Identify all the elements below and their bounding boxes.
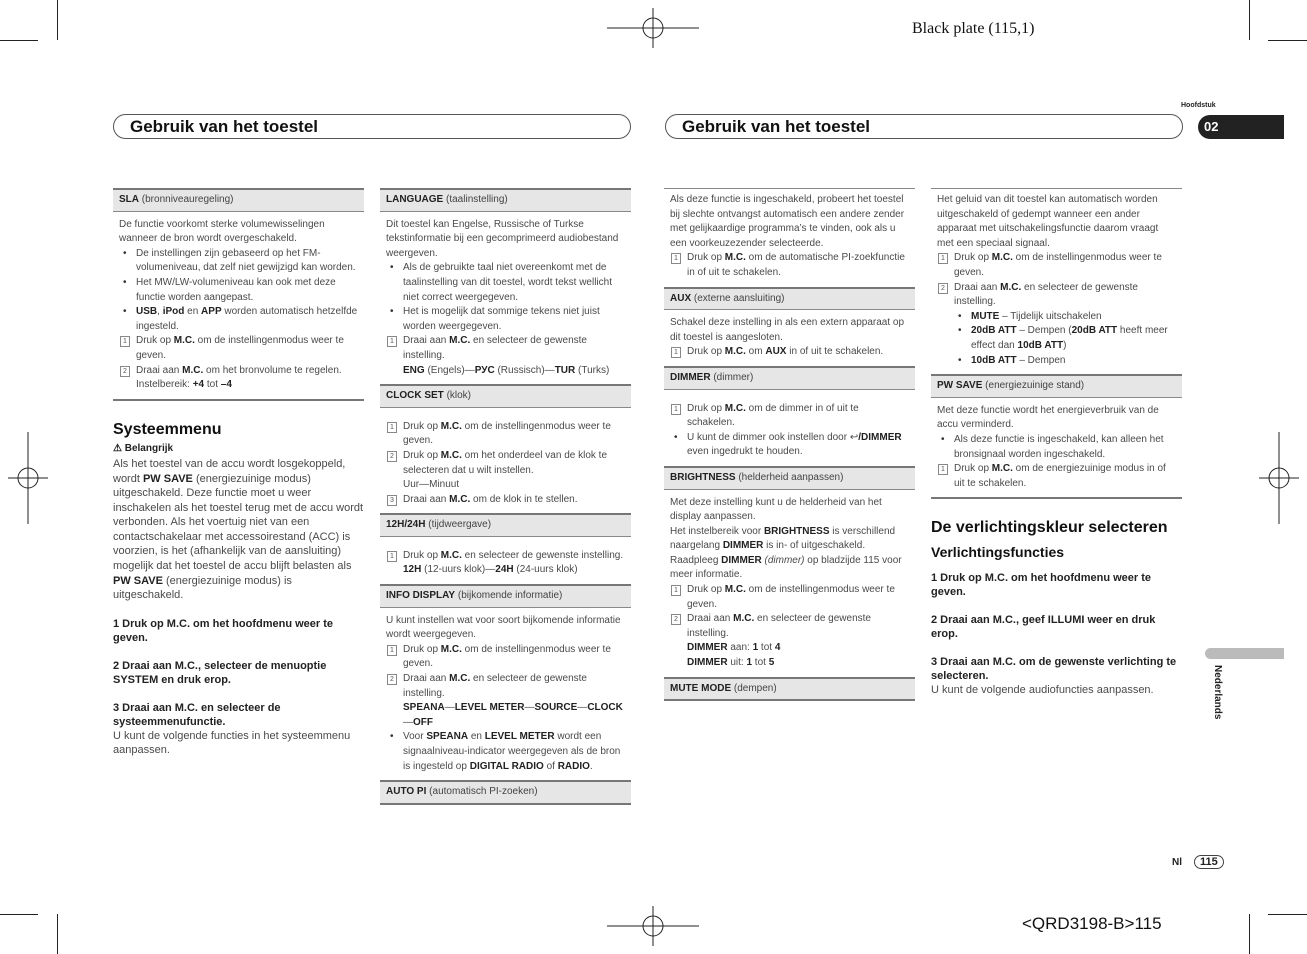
- footer-code: <QRD3198-B>115: [1022, 914, 1162, 933]
- step-item: 3 Draai aan M.C. om de klok in te stellen.: [386, 493, 625, 508]
- step-heading: 3 Draai aan M.C. en selecteer de systeemmenufunctie.: [113, 701, 281, 728]
- list-item: • 10dB ATT – Dempen: [954, 354, 1176, 369]
- important-icon: ⚠: [113, 443, 125, 455]
- table-header-brightness: BRIGHTNESS (helderheid aanpassen): [664, 466, 915, 490]
- column-1: [113, 188, 364, 758]
- table-header-auto-pi: AUTO PI (automatisch PI-zoeken): [380, 780, 631, 805]
- header-right: Gebruik van het toestel: [665, 114, 1183, 139]
- subsection-title: Verlichtingsfuncties: [931, 543, 1065, 560]
- step-item: 1 Druk op M.C. om de energiezuinige modus in of uit te schakelen.: [937, 462, 1176, 491]
- crop-mark: [1249, 914, 1250, 954]
- list-item: • Het MW/LW-volumeniveau kan ook met deze functie worden aangepast.: [119, 276, 358, 305]
- column-4: [931, 188, 1182, 698]
- table-header-info-display: INFO DISPLAY (bijkomende informatie): [380, 584, 631, 608]
- list-item: • 20dB ATT – Dempen (20dB ATT heeft meer effect dan 10dB ATT): [954, 324, 1176, 353]
- step-item: 1 Druk op M.C. om de automatische PI-zoekfunctie in of uit te schakelen.: [670, 251, 909, 280]
- table-body-language: Dit toestel kan Engelse, Russische of Turkse tekstinformatie bij een gecomprimeerd audiobestand weergeven. • Als de gebruikte taal niet overeenkomt met de taalinstelling van dit toestel, wordt tekst wellicht niet correct weergegeven. • Het is mogelijk dat sommige tekens niet juist worden weergegeven. 1 Draai aan M.C. en selecteer de gewenste instelling. ENG (Engels)—РУС (Russisch)—TUR (Turks): [380, 212, 631, 385]
- table-body-clock: [380, 408, 631, 514]
- step-heading: 1 Druk op M.C. om het hoofdmenu weer te geven.: [113, 617, 334, 644]
- list-item: • U kunt de dimmer ook instellen door ↩/DIMMER even ingedrukt te houden.: [670, 431, 909, 460]
- table-body-auto-pi: Als deze functie is ingeschakeld, probeert het toestel bij slechte ontvangst automatisch een andere zender met gelijkaardige programma’s te vinden, ook als u een voorkeuzezender selecteerde. 1 Druk op M.C. om de automatische PI-zoekfunctie in of uit te schakelen.: [664, 188, 915, 287]
- registration-mark-bottom: [607, 906, 699, 946]
- table-header-language: LANGUAGE (taalinstelling): [380, 188, 631, 212]
- page-num: 115: [1194, 855, 1224, 869]
- table-header-sla: SLA (bronniveauregeling): [113, 188, 364, 212]
- list-item: • Als de gebruikte taal niet overeenkomt met de taalinstelling van dit toestel, wordt tekst wellicht niet correct weergegeven.: [386, 261, 625, 305]
- step-heading: 2 Draai aan M.C., selecteer de menuoptie SYSTEM en druk erop.: [113, 659, 327, 686]
- section-title: Systeemmenu: [113, 420, 222, 438]
- crop-mark: [57, 914, 58, 954]
- step-heading: 3 Draai aan M.C. om de gewenste verlichting te selecteren.: [931, 656, 1177, 683]
- table-body-pw-save: Met deze functie wordt het energieverbruik van de accu verminderd. • Als deze functie is ingeschakeld, kan alleen het bronsignaal worden ingeschakeld. 1 Druk op M.C. om de energiezuinige modus in of uit te schakelen.: [931, 398, 1182, 500]
- important-note-text: Als het toestel van de accu wordt losgekoppeld, wordt PW SAVE (energiezuinige modus) uitgeschakeld. Deze functie moet u weer inschakelen als het toestel terug met de accu wordt verbonden. Als het voertuig niet van een contactschakelaar met accessoirestand (ACC) is voorzien, is het (afhankelijk van de aansluiting) mogelijk dat het toestel de accu blijft belasten als PW SAVE (energiezuinige modus) is uitgeschakeld.: [113, 457, 364, 602]
- table-body-mute-mode: Het geluid van dit toestel kan automatisch worden uitgeschakeld of gedempt wanneer een ander apparaat met uitschakelingsfunctie daarom vraagt met een speciaal signaal. 1 Druk op M.C. om de instellingenmodus weer te geven. 2 Draai aan M.C. en selecteer de gewenste instelling. • MUTE – Tijdelijk uitschakelen • 20dB ATT – Dempen (20dB ATT heeft meer effect dan 10dB ATT) • 10dB ATT – Dempen: [931, 188, 1182, 374]
- table-header-aux: AUX (externe aansluiting): [664, 287, 915, 311]
- step-item: 2 Druk op M.C. om het onderdeel van de klok te selecteren dat u wilt instellen. Uur—Minuut: [386, 449, 625, 493]
- step-item: 1 Druk op M.C. om de instellingenmodus weer te geven.: [386, 643, 625, 672]
- language-label: Nederlands: [1212, 665, 1223, 720]
- table-body-info-display: U kunt instellen wat voor soort bijkomende informatie wordt weergegeven. 1 Druk op M.C. om de instellingenmodus weer te geven. 2 Draai aan M.C. en selecteer de gewenste instelling. SPEANA—LEVEL METER—SOURCE—CLOCK —OFF • Voor SPEANA en LEVEL METER wordt een signaalniveau-indicator weergegeven als de bron is ingesteld op DIGITAL RADIO of RADIO.: [380, 608, 631, 781]
- back-icon: ↩: [849, 431, 859, 443]
- column-3: [664, 188, 915, 701]
- language-tab: [1205, 648, 1284, 659]
- step-heading: 1 Druk op M.C. om het hoofdmenu weer te geven.: [931, 572, 1152, 599]
- crop-mark: [0, 914, 38, 915]
- step-item: 1 Druk op M.C. en selecteer de gewenste instelling.: [386, 549, 625, 564]
- step-item: 1 Druk op M.C. om de instellingenmodus weer te geven.: [119, 334, 358, 363]
- chapter-number: 02: [1198, 115, 1284, 139]
- table-header-dimmer: DIMMER (dimmer): [664, 366, 915, 390]
- step-item: 1 Draai aan M.C. en selecteer de gewenste instelling.: [386, 334, 625, 363]
- crop-mark: [1268, 40, 1307, 41]
- list-item: • Voor SPEANA en LEVEL METER wordt een signaalniveau-indicator weergegeven als de bron is ingesteld op DIGITAL RADIO of RADIO.: [386, 730, 625, 774]
- chapter-label: Hoofdstuk: [1181, 102, 1216, 109]
- crop-mark: [1268, 914, 1307, 915]
- plate-label: Black plate (115,1): [912, 20, 1035, 37]
- paragraph: U kunt de volgende functies in het systeemmenu aanpassen.: [113, 729, 351, 757]
- column-2: [380, 188, 631, 805]
- step-item: 1 Druk op M.C. om de instellingenmodus weer te geven.: [670, 583, 909, 612]
- table-body-aux: Schakel deze instelling in als een extern apparaat op dit toestel is aangesloten. 1 Druk op M.C. om AUX in of uit te schakelen.: [664, 310, 915, 366]
- crop-mark: [0, 40, 38, 41]
- header-left: Gebruik van het toestel: [113, 114, 631, 139]
- step-item: 2 Draai aan M.C. en selecteer de gewenste instelling. • MUTE – Tijdelijk uitschakelen • 20dB ATT – Dempen (20dB ATT heeft meer effect dan 10dB ATT) • 10dB ATT – Dempen: [937, 281, 1176, 369]
- step-item: 2 Draai aan M.C. en selecteer de gewenste instelling.: [386, 672, 625, 701]
- crop-mark: [57, 0, 58, 40]
- registration-mark-top: [607, 8, 699, 48]
- step-item: 1 Druk op M.C. om de instellingenmodus weer te geven.: [386, 420, 625, 449]
- step-item: 2 Draai aan M.C. om het bronvolume te regelen. Instelbereik: +4 tot –4: [119, 364, 358, 393]
- list-item: • USB, iPod en APP worden automatisch hetzelfde ingesteld.: [119, 305, 358, 334]
- step-heading: 2 Draai aan M.C., geef ILLUMI weer en druk erop.: [931, 614, 1156, 641]
- list-item: • Als deze functie is ingeschakeld, kan alleen het bronsignaal worden ingeschakeld.: [937, 433, 1176, 462]
- list-item: • Het is mogelijk dat sommige tekens niet juist worden weergegeven.: [386, 305, 625, 334]
- list-item: • De instellingen zijn gebaseerd op het FM-volumeniveau, dat zelf niet gewijzigd kan worden.: [119, 247, 358, 276]
- registration-mark-left: [8, 432, 48, 524]
- page-number: [1172, 855, 1224, 869]
- table-header-pw-save: PW SAVE (energiezuinige stand): [931, 374, 1182, 398]
- page-lang: Nl: [1172, 857, 1182, 868]
- table-body-12h24h: 1 Druk op M.C. en selecteer de gewenste instelling. 12H (12-uurs klok)—24H (24-uurs klok): [380, 537, 631, 584]
- table-header-mute-mode: MUTE MODE (dempen): [664, 677, 915, 702]
- crop-mark: [1249, 0, 1250, 40]
- registration-mark-right: [1259, 432, 1299, 524]
- table-body-dimmer: [664, 390, 915, 466]
- table-header-12h24h: 12H/24H (tijdweergave): [380, 513, 631, 537]
- table-body-brightness: Met deze instelling kunt u de helderheid van het display aanpassen. Het instelbereik voor BRIGHTNESS is verschillend naargelang DIMMER is in- of uitgeschakeld. Raadpleeg DIMMER (dimmer) op bladzijde 115 voor meer informatie. 1 Druk op M.C. om de instellingenmodus weer te geven. 2 Draai aan M.C. en selecteer de gewenste instelling. DIMMER aan: 1 tot 4 DIMMER uit: 1 tot 5: [664, 490, 915, 677]
- table-body-sla: De functie voorkomt sterke volumewisselingen wanneer de bron wordt overgeschakeld. • De instellingen zijn gebaseerd op het FM-volumeniveau, dat zelf niet gewijzigd kan worden. • Het MW/LW-volumeniveau kan ook met deze functie worden aangepast. • USB, iPod en APP worden automatisch hetzelfde ingesteld. 1 Druk op M.C. om de instellingenmodus weer te geven. 2 Draai aan M.C. om het bronvolume te regelen. Instelbereik: +4 tot –4: [113, 212, 364, 401]
- paragraph: U kunt de volgende audiofuncties aanpassen.: [931, 684, 1154, 697]
- important-note-label: ⚠ Belangrijk: [113, 443, 174, 455]
- step-item: 1 Druk op M.C. om de dimmer in of uit te schakelen.: [670, 402, 909, 431]
- table-header-clock: CLOCK SET (klok): [380, 384, 631, 408]
- section-title: De verlichtingskleur selecteren: [931, 519, 1168, 537]
- step-item: 2 Draai aan M.C. en selecteer de gewenste instelling.: [670, 612, 909, 641]
- step-item: 1 Druk op M.C. om de instellingenmodus weer te geven.: [937, 251, 1176, 280]
- step-item: 1 Druk op M.C. om AUX in of uit te schakelen.: [670, 345, 909, 360]
- list-item: • MUTE – Tijdelijk uitschakelen: [954, 310, 1176, 325]
